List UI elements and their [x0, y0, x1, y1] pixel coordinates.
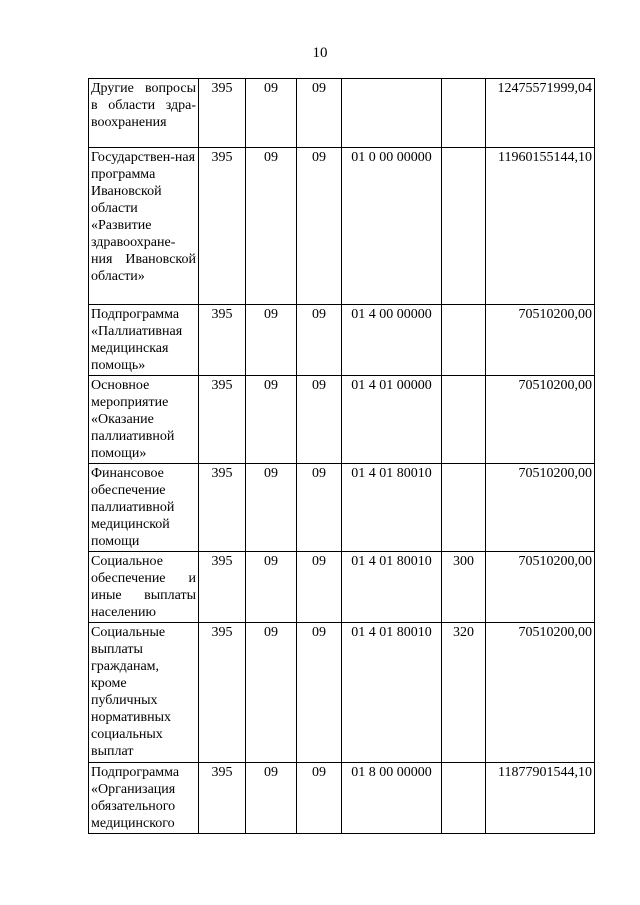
row-csr-cell: 01 0 00 00000	[342, 148, 442, 305]
row-rz-cell: 09	[246, 79, 297, 148]
row-vr-cell	[442, 376, 486, 464]
row-csr-cell: 01 4 01 00000	[342, 376, 442, 464]
row-gr-cell: 395	[199, 552, 246, 623]
table-row	[89, 376, 595, 464]
row-gr-cell: 395	[199, 763, 246, 834]
row-csr-cell: 01 4 01 80010	[342, 464, 442, 552]
row-pr-cell: 09	[297, 79, 342, 148]
row-rz-cell: 09	[246, 305, 297, 376]
row-vr-cell	[442, 464, 486, 552]
row-pr-cell: 09	[297, 464, 342, 552]
row-vr-cell: 320	[442, 623, 486, 763]
row-pr-cell: 09	[297, 763, 342, 834]
row-sum-cell: 11960155144,10	[486, 148, 595, 305]
row-vr-cell	[442, 305, 486, 376]
table-row	[89, 79, 595, 148]
row-sum-cell: 12475571999,04	[486, 79, 595, 148]
row-rz-cell: 09	[246, 148, 297, 305]
table-row	[89, 623, 595, 763]
row-sum-cell: 11877901544,10	[486, 763, 595, 834]
row-name-cell: Финансовое обеспечение паллиативной медицинской помощи	[89, 464, 199, 552]
row-gr-cell: 395	[199, 376, 246, 464]
budget-table-body	[89, 79, 595, 834]
row-name-cell: Другие вопросы в области здра-воохранения	[89, 79, 199, 148]
row-vr-cell	[442, 148, 486, 305]
row-csr-cell	[342, 79, 442, 148]
table-row	[89, 464, 595, 552]
row-pr-cell: 09	[297, 376, 342, 464]
row-gr-cell: 395	[199, 464, 246, 552]
row-gr-cell: 395	[199, 623, 246, 763]
row-rz-cell: 09	[246, 552, 297, 623]
row-sum-cell: 70510200,00	[486, 623, 595, 763]
row-name-cell: Подпрограмма «Паллиативная медицинская помощь»	[89, 305, 199, 376]
table-row	[89, 305, 595, 376]
row-vr-cell: 300	[442, 552, 486, 623]
row-rz-cell: 09	[246, 763, 297, 834]
page-number: 10	[312, 45, 328, 61]
row-csr-cell: 01 8 00 00000	[342, 763, 442, 834]
row-pr-cell: 09	[297, 623, 342, 763]
row-vr-cell	[442, 763, 486, 834]
row-gr-cell: 395	[199, 79, 246, 148]
row-name-cell: Государствен-ная программа Ивановской области «Развитие здравоохране-ния Ивановской области»	[89, 148, 199, 305]
table-row	[89, 552, 595, 623]
row-sum-cell: 70510200,00	[486, 305, 595, 376]
row-gr-cell: 395	[199, 305, 246, 376]
row-sum-cell: 70510200,00	[486, 376, 595, 464]
row-rz-cell: 09	[246, 464, 297, 552]
row-name-cell: Основное мероприятие «Оказание паллиативной помощи»	[89, 376, 199, 464]
row-pr-cell: 09	[297, 305, 342, 376]
row-rz-cell: 09	[246, 376, 297, 464]
table-row	[89, 763, 595, 834]
row-vr-cell	[442, 79, 486, 148]
row-sum-cell: 70510200,00	[486, 464, 595, 552]
row-pr-cell: 09	[297, 552, 342, 623]
table-row	[89, 148, 595, 305]
row-name-cell: Социальные выплаты гражданам, кроме публичных нормативных социальных выплат	[89, 623, 199, 763]
row-csr-cell: 01 4 01 80010	[342, 623, 442, 763]
budget-table	[88, 78, 595, 834]
row-sum-cell: 70510200,00	[486, 552, 595, 623]
row-rz-cell: 09	[246, 623, 297, 763]
row-name-cell: Подпрограмма «Организация обязательного медицинского	[89, 763, 199, 834]
row-name-cell: Социальное обеспечение и иные выплаты населению	[89, 552, 199, 623]
row-gr-cell: 395	[199, 148, 246, 305]
row-pr-cell: 09	[297, 148, 342, 305]
row-csr-cell: 01 4 00 00000	[342, 305, 442, 376]
row-csr-cell: 01 4 01 80010	[342, 552, 442, 623]
